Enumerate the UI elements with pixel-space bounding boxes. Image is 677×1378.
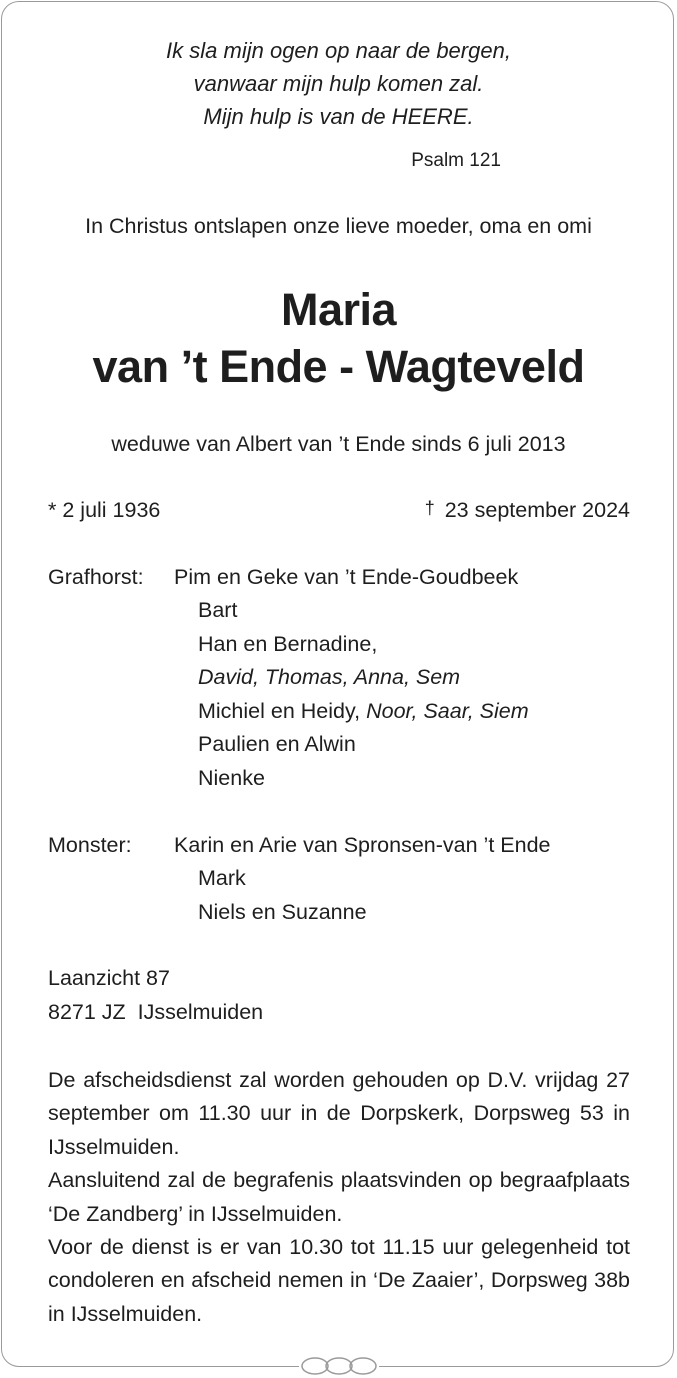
grandchildren: Noor, Saar, Siem bbox=[366, 699, 529, 723]
birth-date-text: 2 juli 1936 bbox=[62, 498, 161, 522]
address-postcode: 8271 JZ bbox=[48, 1000, 126, 1024]
service-info bbox=[48, 1064, 630, 1331]
widow-line: weduwe van Albert van ’t Ende sinds 6 juli 2013 bbox=[111, 432, 566, 456]
service-paragraph-2: Aansluitend zal de begrafenis plaatsvinden op begraafplaats ‘De Zandberg’ in IJsselmuiden. bbox=[48, 1168, 630, 1226]
verse-line-3: Mijn hulp is van de HEERE. bbox=[203, 104, 474, 129]
service-paragraph-3: Voor de dienst is er van 10.30 tot 11.15 uur gelegenheid tot condoleren en afscheid nemen in ‘De Zaaier’, Dorpsweg 38b in IJsselmuiden. bbox=[48, 1235, 630, 1326]
grandchildren: David, Thomas, Anna, Sem bbox=[198, 665, 461, 689]
verse-line-1: Ik sla mijn ogen op naar de bergen, bbox=[166, 38, 511, 63]
place-monster: Monster: bbox=[48, 833, 132, 857]
family-member: Bart bbox=[198, 598, 238, 622]
family-member: Nienke bbox=[198, 766, 265, 790]
place-grafhorst: Grafhorst: bbox=[48, 565, 144, 589]
family-member bbox=[198, 699, 529, 724]
family-member: Han en Bernadine, bbox=[198, 632, 378, 656]
intro-text: In Christus ontslapen onze lieve moeder, oma en omi bbox=[85, 214, 592, 238]
address-street: Laanzicht 87 bbox=[48, 966, 170, 990]
family-head-grafhorst: Pim en Geke van ’t Ende-Goudbeek bbox=[174, 565, 519, 589]
deceased-first-name: Maria bbox=[280, 284, 397, 335]
verse-line-2: vanwaar mijn hulp komen zal. bbox=[193, 71, 484, 96]
family-member: Mark bbox=[198, 866, 246, 890]
death-date-text: 23 september 2024 bbox=[444, 498, 630, 522]
address-city: IJsselmuiden bbox=[137, 1000, 264, 1024]
birth-symbol: * bbox=[48, 498, 57, 522]
death-date bbox=[425, 498, 630, 523]
birth-date bbox=[48, 498, 160, 523]
address-city-line bbox=[48, 1000, 263, 1025]
family-member-names: Michiel en Heidy, bbox=[198, 699, 361, 723]
family-member: Niels en Suzanne bbox=[198, 900, 367, 924]
family-member: Paulien en Alwin bbox=[198, 732, 356, 756]
knot-ornament bbox=[299, 1355, 379, 1377]
verse-reference: Psalm 121 bbox=[411, 150, 501, 171]
service-paragraph-1: De afscheidsdienst zal worden gehouden op D.V. vrijdag 27 september om 11.30 uur in de Dorpskerk, Dorpsweg 53 in IJsselmuiden. bbox=[48, 1068, 630, 1159]
family-head-monster: Karin en Arie van Spronsen-van ’t Ende bbox=[174, 833, 551, 857]
deceased-full-name: van ’t Ende - Wagteveld bbox=[92, 341, 585, 392]
cross-icon: † bbox=[424, 498, 435, 518]
